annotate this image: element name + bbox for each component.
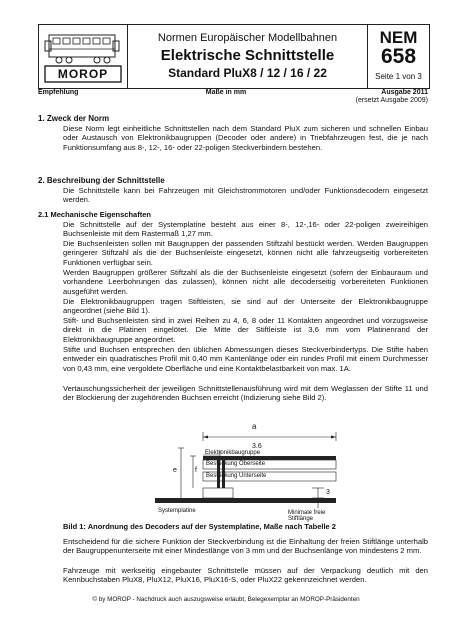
section-2-1-paragraph-4: Die Elektronikbaugruppen tragen Stiftleisten, sie sind auf der Unterseite der Elektronikbaugruppe angeordnet (siehe Bild 1). — [63, 297, 428, 316]
section-2-1-paragraph-3: Werden Baugruppen größerer Stiftzahl als die der Buchsenleiste eingesetzt (sofern der Einbauraum und vorhandene Leerbohrungen das zulassen), können nicht alle decoderseitig vorbereiteten Funktionen ausgeführt werden. — [63, 268, 428, 296]
section-2-1-title: 2.1 Mechanische Eigenschaften — [38, 210, 151, 219]
morop-logo — [39, 25, 128, 88]
section-2-paragraph: Die Schnittstelle kann bei Fahrzeugen mit Gleichstrommotoren und/oder Funktionsdecodern eingesetzt werden. — [63, 186, 428, 205]
meta-ausgabe: Ausgabe 2011 — [381, 89, 428, 96]
dim-3-6-label: 3.6 — [252, 443, 262, 450]
logo-text: MOROP — [57, 67, 109, 81]
label-bestueckung-unterseite: Bestückung Unterseite — [206, 473, 267, 479]
section-2-1-paragraph-5: Stift- und Buchsenleisten sind in zwei Reihen zu 4, 6, 8 oder 11 Kontakten angeordnet und vorzugsweise direkt in die Platinen eingelötet. Die Mitte der Stiftleiste ist 3,6 mm vom Platinenrand der Elektronikbaugruppe angeordnet. — [63, 316, 428, 344]
meta-masse: Maße in mm — [205, 89, 247, 96]
section-2-1-paragraph-6: Stifte und Buchsen entsprechen den üblichen Abmessungen dieses Steckverbindertyps. Die Stifte haben entweder ein quadratisches Profil mit 0,40 mm Kantenlänge oder ein rundes Profil mit einem Durchmesser von 0,43 mm, eine vergoldete Oberfläche und eine Kontaktbelastbarkeit von max. 1A. — [63, 345, 428, 373]
figure-1-caption: Bild 1: Anordnung des Decoders auf der Systemplatine, Maße nach Tabelle 2 — [63, 522, 336, 531]
nem-number: 658 — [380, 45, 417, 68]
meta-empfehlung: Empfehlung — [38, 89, 79, 96]
label-minimale-stiftlaenge: Minimale freie Stiftlänge — [288, 510, 326, 522]
section-2-1-paragraph-7: Vertauschungssicherheit der jeweiligen Schnittstellenausführung wird mit dem Weglassen der Stifte 11 und der Blockierung der zugehörenden Buchsen erreicht (Indizierung siehe Bild 2). — [63, 384, 428, 403]
nem-code: NEM — [379, 28, 418, 47]
document-title: Elektrische Schnittstelle — [160, 47, 335, 64]
header-box — [38, 24, 430, 89]
label-elektronikbaugruppe: Elektronikbaugruppe — [205, 450, 261, 456]
page-indicator: Seite 1 von 3 — [375, 72, 422, 81]
label-bestueckung-oberseite: Bestückung Oberseite — [206, 461, 266, 467]
section-2-1-paragraph-2: Die Buchsenleisten sollen mit Baugruppen der passenden Stiftzahl bestückt werden. Werden Baugruppen geringerer Stiftzahl als die der Buchsenleiste eingesetzt, können nicht alle fahrzeugseitig vorbereiteten Funktionen verfügbar sein. — [63, 239, 428, 267]
label-systemplatine: Systemplatine — [158, 508, 196, 514]
meta-ersetzt: (ersetzt Ausgabe 2009) — [355, 97, 428, 104]
section-1-title: 1. Zweck der Norm — [38, 114, 110, 123]
dim-f-label: f — [195, 467, 197, 474]
document-subtitle: Standard PluX8 / 12 / 16 / 22 — [168, 66, 327, 80]
dim-e-label: e — [173, 467, 177, 474]
paragraph-packaging: Fahrzeuge mit werkseitig eingebauter Schnittstelle müssen auf der Verpackung deutlich mit den Kennbuchstaben PluX8, PluX12, PluX16, PluX16-S, oder PluX22 gekennzeichnet werden. — [63, 566, 428, 585]
figure-1-diagram — [140, 412, 340, 522]
paragraph-pin-length: Entscheidend für die sichere Funktion der Steckverbindung ist die Einhaltung der freien Stiftlänge unterhalb der Baugruppenunterseite mit einer Mindestlänge von 3 mm und der Buchsenlänge von mindestens 2 mm. — [63, 537, 428, 556]
header-line1: Normen Europäischer Modellbahnen — [157, 32, 338, 44]
nem-number-block — [368, 25, 429, 88]
footer-copyright: © by MOROP - Nachdruck auch auszugsweise erlaubt, Belegexemplar an MOROP-Präsidenten — [92, 596, 360, 603]
section-2-1-paragraph-1: Die Schnittstelle auf der Systemplatine besteht aus einer 8-, 12-,16- oder 22-poligen zweireihigen Buchsenleiste mit dem Rastermaß 1,27 mm. — [63, 220, 428, 239]
header-title-block — [128, 25, 368, 88]
section-2-title: 2. Beschreibung der Schnittstelle — [38, 176, 165, 185]
dim-a-label: a — [252, 422, 257, 431]
dim-3-label: 3 — [326, 489, 330, 496]
section-1-paragraph: Diese Norm legt einheitliche Schnittstellen nach dem Standard PluX zum sicheren und schnellen Einbau oder Austausch von Elektronikbaugruppen (Decoder oder andere) in Triebfahrzeugen fest, die je nach Funktionsumfang aus 8-, 12-, 16- oder 22-poligen Steckverbindern bestehen. — [63, 124, 428, 152]
